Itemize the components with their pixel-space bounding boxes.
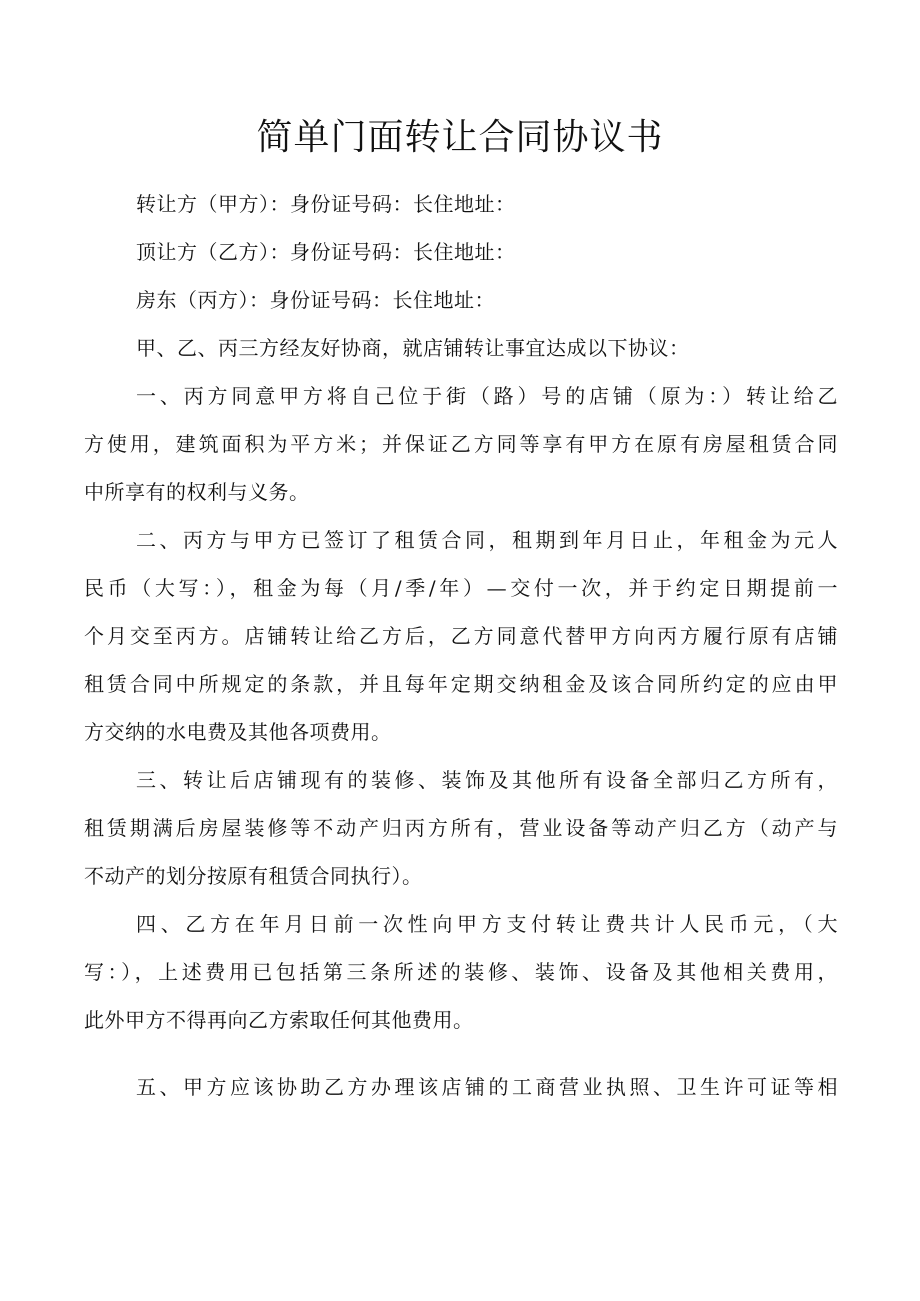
clause-3-line-1: 三、转让后店铺现有的装修、装饰及其他所有设备全部归乙方所有， [136,768,838,792]
party-c-line: 房东（丙方）：身份证号码：长住地址： [136,288,495,312]
clause-3-line-2: 租赁期满后房屋装修等不动产归丙方所有，营业设备等动产归乙方（动产与 [84,816,838,840]
clause-2-line-3: 个月交至丙方。店铺转让给乙方后，乙方同意代替甲方向丙方履行原有店铺 [84,624,838,648]
party-a-line: 转让方（甲方）：身份证号码：长住地址： [136,192,516,216]
clause-1-line-1: 一、丙方同意甲方将自己位于街（路）号的店铺（原为：）转让给乙 [136,384,838,408]
clause-4-line-3: 此外甲方不得再向乙方索取任何其他费用。 [84,1008,474,1032]
agreement-intro: 甲、乙、丙三方经友好协商，就店铺转让事宜达成以下协议： [136,336,690,360]
clause-1-line-3: 中所享有的权利与义务。 [84,480,310,504]
clause-2-line-1: 二、丙方与甲方已签订了租赁合同，租期到年月日止，年租金为元人 [136,528,838,552]
clause-3-line-3: 不动产的划分按原有租赁合同执行）。 [84,864,423,888]
clause-2-line-4: 租赁合同中所规定的条款，并且每年定期交纳租金及该合同所约定的应由甲 [84,672,838,696]
document-body [84,180,838,1111]
clause-1-line-2: 方使用，建筑面积为平方米；并保证乙方同等享有甲方在原有房屋租赁合同 [84,432,838,456]
paragraph-gap [84,1044,838,1063]
party-b-line: 顶让方（乙方）：身份证号码：长住地址： [136,240,516,264]
clause-4-line-2: 写：），上述费用已包括第三条所述的装修、装饰、设备及其他相关费用， [84,960,838,984]
clause-2-line-5: 方交纳的水电费及其他各项费用。 [84,720,392,744]
clause-5-line-1: 五、甲方应该协助乙方办理该店铺的工商营业执照、卫生许可证等相 [136,1075,838,1099]
document-title: 简单门面转让合同协议书 [256,117,664,158]
clause-2-line-2: 民币（大写：），租金为每（月/季/年）—交付一次，并于约定日期提前一 [84,576,838,600]
clause-4-line-1: 四、乙方在年月日前一次性向甲方支付转让费共计人民币元，（大 [136,912,838,936]
